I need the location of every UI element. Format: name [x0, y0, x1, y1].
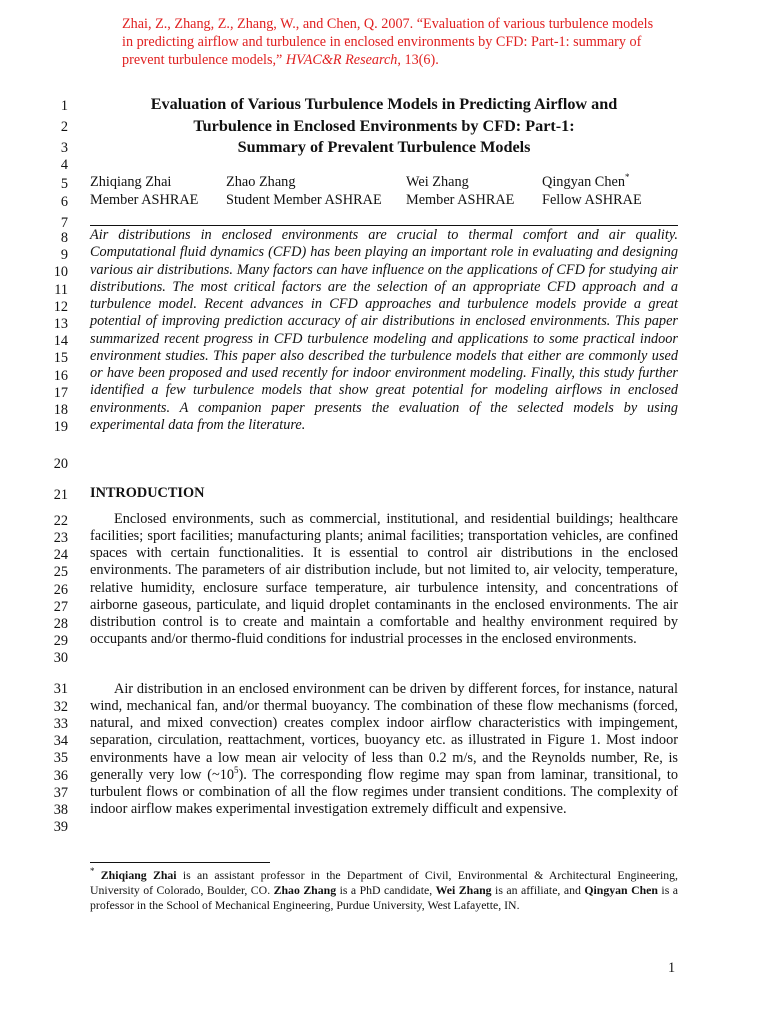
title-line-1: Evaluation of Various Turbulence Models in Predicting Airflow and	[150, 95, 618, 113]
title-line-3: Summary of Prevalent Turbulence Models	[237, 138, 531, 156]
line-number: 28	[53, 616, 68, 632]
line-number: 19	[53, 419, 68, 435]
line-number: 12	[53, 299, 68, 315]
line-number: 7	[60, 215, 68, 231]
footnote-text-3: is an affiliate, and	[491, 883, 585, 897]
line-number: 8	[60, 230, 68, 246]
line-number: 16	[53, 368, 68, 384]
citation-text: Zhai, Z., Zhang, Z., Zhang, W., and Chen, Q. 2007. “Evaluation of various turbulence models in predicting airflow and turbulence in enclosed environments by CFD: Part-1: summary of prevent turbulence models,”	[122, 16, 654, 68]
footnote-author-2: Zhao Zhang	[273, 883, 337, 897]
line-number: 21	[53, 487, 68, 503]
line-number: 1	[60, 98, 68, 114]
paragraph-2	[90, 681, 678, 818]
footnote-text-2: is a PhD candidate,	[336, 883, 436, 897]
line-number: 34	[53, 733, 68, 749]
author-name-text: Qingyan Chen	[542, 174, 625, 190]
line-number: 10	[53, 264, 68, 280]
citation-volume: , 13(6).	[397, 52, 439, 68]
line-number: 20	[53, 456, 68, 472]
line-number: 6	[60, 194, 68, 210]
abstract-top-rule	[90, 225, 678, 226]
line-number: 29	[53, 633, 68, 649]
footnote	[90, 868, 678, 913]
paragraph-1: Enclosed environments, such as commercial, institutional, and residential buildings; healthcare facilities; sport facilities; manufacturing plants; animal facilities; transportation vehicles, are confined spaces with certain functionalities. It is essential to control air distributions in the enclosed environments. The parameters of air distribution include, but not limited to, air velocity, temperature, relative humidity, enclosure surface temperature, air turbulence intensity, and concentrations of airborne gaseous, particulate, and liquid droplet contaminants in the enclosed environments. The air distribution control is to create and maintain a comfortable and healthy environment required by occupants and/or thermo-fluid conditions for industrial processes in the enclosed environments.	[90, 511, 678, 648]
footnote-author-4: Qingyan Chen	[584, 883, 658, 897]
footnote-author-1: Zhiqiang Zhai	[100, 868, 177, 882]
line-number: 26	[53, 582, 68, 598]
line-number: 31	[53, 681, 68, 697]
author-name	[542, 173, 630, 191]
line-number: 15	[53, 350, 68, 366]
line-number: 18	[53, 402, 68, 418]
footnote-rule	[90, 862, 270, 863]
section-heading: INTRODUCTION	[90, 485, 205, 501]
author-role: Fellow ASHRAE	[542, 192, 642, 208]
footnote-author-3: Wei Zhang	[435, 883, 492, 897]
line-number: 23	[53, 530, 68, 546]
footnote-text-4: is a professor in the School of Mechanical Engineering, Purdue University, West Lafayette, IN.	[90, 883, 678, 912]
line-number: 4	[60, 157, 68, 173]
line-number: 32	[53, 699, 68, 715]
line-number: 13	[53, 316, 68, 332]
line-number: 35	[53, 750, 68, 766]
line-number: 36	[53, 768, 68, 784]
line-number: 14	[53, 333, 68, 349]
line-number: 25	[53, 564, 68, 580]
author-name: Wei Zhang	[406, 174, 469, 190]
line-number: 38	[53, 802, 68, 818]
author-name: Zhao Zhang	[226, 174, 296, 190]
author-role: Member ASHRAE	[90, 192, 199, 208]
paragraph-2-text-a: Air distribution in an enclosed environment can be driven by different forces, for instance, natural wind, mechanical fan, and/or thermal buoyancy. The combination of these flow mechanisms (forced, natural, and mixed convection) creates complex indoor airflow characteristics with impingement, separation, circulation, reattachment, vortices, buoyancy etc. as illustrated in Figure 1. Most indoor environments have a low mean air velocity of less than 0.2 m/s, and the Reynolds number, Re, is generally very low (~10	[90, 681, 678, 783]
author-name: Zhiqiang Zhai	[90, 174, 172, 190]
footnote-mark: *	[90, 866, 95, 877]
paragraph-2-exponent: 5	[234, 765, 239, 776]
footnote-text-1: is an assistant professor in the Department of Civil, Environmental & Architectural Engineering, University of Colorado, Boulder, CO.	[90, 868, 679, 897]
author-role: Member ASHRAE	[406, 192, 515, 208]
line-number: 9	[60, 247, 68, 263]
citation-journal: HVAC&R Research	[285, 52, 398, 68]
line-number: 5	[60, 176, 68, 192]
line-number: 27	[53, 599, 68, 615]
line-number: 24	[53, 547, 68, 563]
line-number: 22	[53, 513, 68, 529]
page-number: 1	[668, 960, 676, 976]
author-footnote-mark: *	[625, 172, 630, 183]
line-number: 30	[53, 650, 68, 666]
line-number: 11	[54, 282, 68, 298]
abstract: Air distributions in enclosed environments are crucial to thermal comfort and air quality. Computational fluid dynamics (CFD) has been playing an important role in evaluating and designing various air distributions. Many factors can have influence on the applications of CFD for studying air distributions. The most critical factors are the selection of an appropriate CFD approach and a turbulence model. Recent advances in CFD approaches and turbulence models provide a great potential of improving prediction accuracy of air distributions in enclosed environments. This paper summarized recent progress in CFD turbulence modeling and applications to some practical indoor environment studies. This paper also described the turbulence models that either are commonly used or have been proposed and used recently for indoor environment modeling. Finally, this study further identified a few turbulence models that show great potential for modeling airflows in enclosed environments. A companion paper presents the evaluation of the selected models by using experimental data from the literature.	[90, 227, 678, 433]
line-number: 33	[53, 716, 68, 732]
line-number: 39	[53, 819, 68, 835]
line-number: 2	[60, 119, 68, 135]
title-line-2: Turbulence in Enclosed Environments by CFD: Part-1:	[193, 117, 575, 135]
paragraph-2-text-b: ). The corresponding flow regime may span from laminar, transitional, to turbulent flows or combination of all the flow regimes under transient conditions. The complexity of indoor airflow makes experimental investigation extremely difficult and expensive.	[90, 766, 678, 818]
line-number: 17	[53, 385, 68, 401]
author-role: Student Member ASHRAE	[226, 192, 382, 208]
line-number: 3	[60, 140, 68, 156]
citation-header	[122, 15, 662, 69]
line-number: 37	[53, 785, 68, 801]
